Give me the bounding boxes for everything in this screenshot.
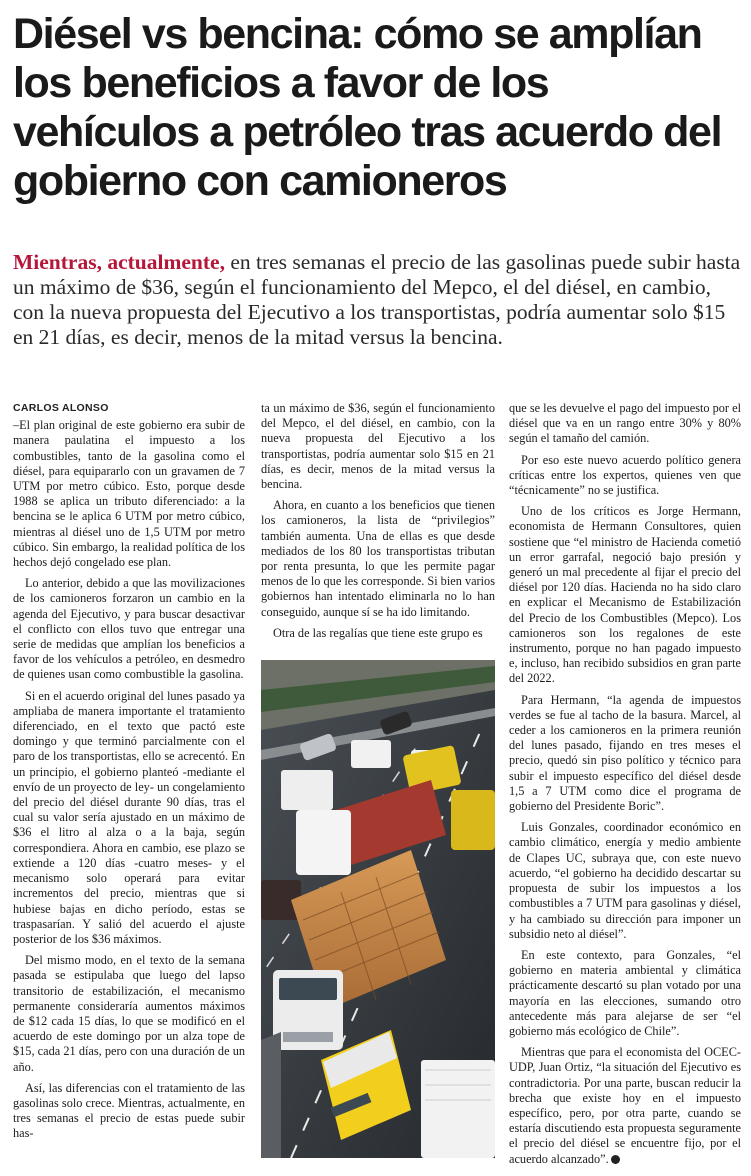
lead-text: en tres semanas el precio de las gasolinas puede subir hasta un máximo de $36, según el funcionamiento del Mepco, el del diésel, en cambio, con la nueva propuesta del Ejecutivo a los transportistas, podría aumentar solo $15 en 21 días, es decir, menos de la mitad versus la bencina.	[13, 250, 741, 349]
barrier	[261, 1032, 281, 1158]
column-3	[509, 401, 741, 1173]
paragraph-text: Mientras que para el economista del OCEC-UDP, Juan Ortiz, “la situación del Ejecutivo es contradictoria. Por una parte, buscan reducir la brecha que existe hoy en el impuesto específico, pero, por otra parte, cuando se estaría discutiendo esta propuesta seguramente el precio del diésel se encuentre fijo, por el acuerdo alcanzado”.	[509, 1045, 741, 1166]
paragraph: Si en el acuerdo original del lunes pasado ya ampliaba de manera importante el tratamiento diferenciado, en el texto que pactó este domingo y que terminó parcialmente con el paro de los transportistas, ello se acrecentó. En un principio, el gobierno planteó -mediante el envío de un proyecto de ley- un congelamiento del precio del diésel durante 90 días, tras el cual su valor sería ajustado en un máximo de $36 el litro al alza o a la baja, según correspondiera. Ahora en cambio, ese plazo se extiende a 120 días -cuatro meses- y el mecanismo solo operará para evitar incrementos del precio, mientras que si hubiese bajas en dicho período, estas se traspasarían. Y salió del acuerdo el ajuste posterior de los $36 máximos.	[13, 688, 245, 946]
white-truck	[421, 1060, 495, 1158]
paragraph: ta un máximo de $36, según el funcionamiento del Mepco, el del diésel, en cambio, con la nueva propuesta del Ejecutivo a los transportistas, podría aumentar solo $15 en 21 días, es decir, menos de la mitad versus la bencina.	[261, 401, 495, 492]
paragraph: Lo anterior, debido a que las movilizaciones de los camioneros forzaron un cambio en la agenda del Ejecutivo, y para buscar desactivar el conflicto con ellos tuvo que entregar una serie de medidas que amplían los beneficios a favor de los vehículos a petróleo, en desmedro de quienes usan como combustible la gasolina.	[13, 576, 245, 682]
lead-kicker: Mientras, actualmente,	[13, 250, 225, 274]
byline: CARLOS ALONSO	[13, 402, 109, 414]
paragraph: –El plan original de este gobierno era subir de manera paulatina el impuesto a los combustibles, tanto de la gasolina como el diésel, para equipararlo con un gravamen de 7 UTM por metro cúbico. Esto, porque desde 1988 se aplica un tributo diferenciado: a la bencina se le aplica 6 UTM por metro cúbico, mientras al diésel uno de 1,5 UTM por metro cúbico. Sin embargo, la realidad política de los hechos dejó congelado ese plan.	[13, 418, 245, 570]
paragraph: Uno de los críticos es Jorge Hermann, economista de Hermann Consultores, quien sostiene que “el ministro de Hacienda cometió un error garrafal, negoció bajo presión y generó un mal precedente al fijar el precio del diésel por 120 días. Hacienda no ha sido claro en explicar el Mecanismo de Estabilización del Precio de los Combustibles (Mepco). Los camioneros son los regalones de este instrumento, porque no han pagado impuesto e, incluso, han recibido subsidios en gran parte del 2022.	[509, 504, 741, 686]
paragraph: Ahora, en cuanto a los beneficios que tienen los camioneros, la lista de “privilegios” también aumenta. Una de ellas es que desde mediados de los 80 los transportistas tributan por renta presunta, lo que les permite pagar menos de lo que les corresponde. Si bien varios gobiernos han intentado eliminarla no lo han conseguido, aunque sí se ha ido limitando.	[261, 498, 495, 619]
white-van	[351, 740, 391, 768]
headline: Diésel vs bencina: cómo se amplían los beneficios a favor de los vehículos a petróleo tras acuerdo del gobierno con camioneros	[13, 10, 722, 205]
paragraph: Para Hermann, “la agenda de impuestos verdes se fue al tacho de la basura. Marcel, al ceder a los camioneros en la primera reunión del lunes pasado, fijando en tres meses el precio, quedó sin piso político y técnico para subir el impuesto específico del diésel desde 1,5 a 7 UTM como dice el programa de gobierno del Presidente Boric”.	[509, 692, 741, 814]
trucks-illustration	[261, 660, 495, 1158]
paragraph: que se les devuelve el pago del impuesto por el diésel que va en un rango entre 30% y 80% según el tamaño del camión.	[509, 401, 741, 446]
grille	[283, 1032, 333, 1042]
paragraph: En este contexto, para Gonzales, “el gobierno en materia ambiental y climática prácticamente descartó su plan votado por una mayoría en las elecciones, sumando otro antecedente más para alejarse de ser “el gobierno más ecológico de Chile”.	[509, 947, 741, 1038]
paragraph: Otra de las regalías que tiene este grupo es	[273, 625, 483, 640]
truck-cab	[296, 810, 351, 875]
paragraph: Así, las diferencias con el tratamiento de las gasolinas solo crece. Mientras, actualmente, en tres semanas el precio de estas puede subir has-	[13, 1080, 245, 1141]
photo-trucks-highway	[261, 660, 495, 1158]
lead-paragraph	[13, 250, 741, 350]
paragraph: Luis Gonzales, coordinador económico en cambio climático, energía y medio ambiente de Clapes UC, subraya que, con este nuevo acuerdo, “el gobierno ha decidido descartar su propuesta de subir los impuestos a los combustibles a 7 UTM para gasolinas y diésel, y ha cambiado su dirección para imponer un subsidio neto al diésel”.	[509, 820, 741, 941]
paragraph: Del mismo modo, en el texto de la semana pasada se estipulaba que luego del lapso transitorio de estabilización, el mecanismo permanente consideraría aumentos máximos de $12 cada 15 días, lo que se modificó en el acuerdo de este domingo por un alza tope de $15, cada 21 días, pero con una duración de un año.	[13, 953, 245, 1074]
paragraph: Por eso este nuevo acuerdo político genera críticas entre los expertos, quienes ven que “técnicamente” no se justifica.	[509, 452, 741, 498]
column-1	[13, 401, 245, 1148]
white-truck	[281, 770, 333, 810]
end-of-article-icon: P	[611, 1155, 620, 1164]
yellow-truck	[451, 790, 495, 850]
column-2	[261, 401, 495, 647]
windshield	[279, 978, 337, 1000]
paragraph	[509, 1045, 741, 1167]
